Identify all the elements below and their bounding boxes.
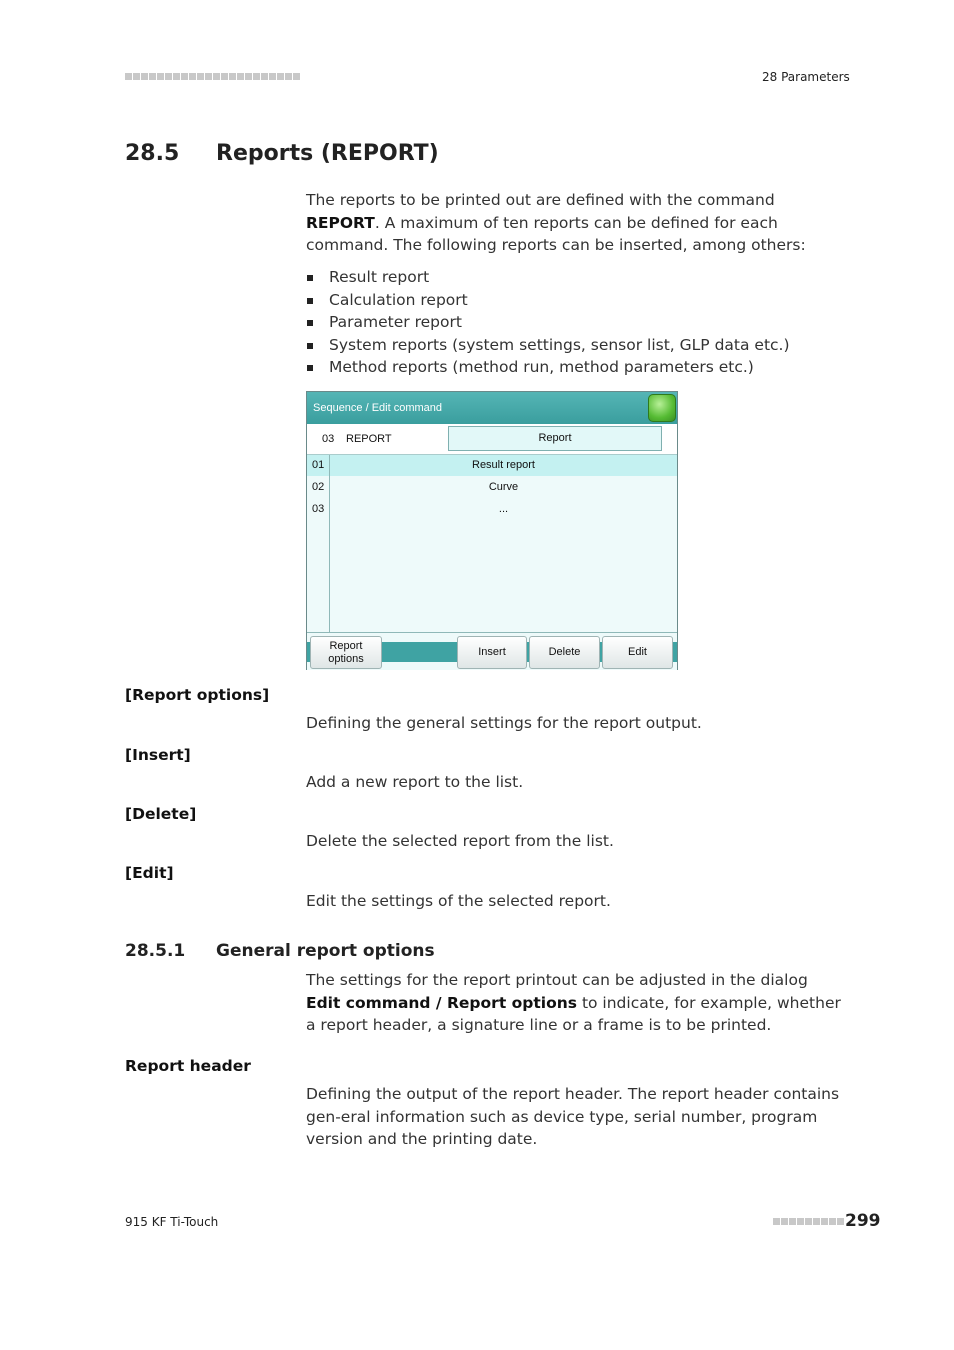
intro-text-1: The reports to be printed out are defined with the command (306, 191, 775, 209)
intro-paragraph (306, 189, 846, 257)
list-item: System reports (system settings, sensor list, GLP data etc.) (306, 334, 790, 357)
running-header-section: 28 Parameters (762, 70, 850, 84)
subsection-heading (125, 941, 435, 961)
delete-button[interactable]: Delete (529, 636, 600, 669)
list-item: Method reports (method run, method parameters etc.) (306, 356, 790, 379)
table-row[interactable] (307, 477, 677, 498)
section-heading (125, 141, 439, 166)
command-number: 03 (322, 433, 335, 445)
subsection-paragraph (306, 969, 846, 1037)
definition-term: [Delete] (125, 805, 197, 823)
row-index: 03 (312, 503, 325, 515)
device-screen (306, 391, 678, 670)
report-header-term: Report header (125, 1057, 251, 1075)
table-row[interactable] (307, 499, 677, 520)
screen-title: Sequence / Edit command (313, 402, 443, 414)
section-title: Reports (REPORT) (216, 141, 439, 166)
page-number: 299 (845, 1211, 881, 1231)
intro-command-name: REPORT (306, 213, 375, 232)
list-column-divider (329, 455, 330, 632)
row-label: ... (498, 503, 509, 515)
list-item: Parameter report (306, 311, 790, 334)
header-decoration (125, 73, 300, 80)
definition-term: [Edit] (125, 864, 174, 882)
subsection-text-2: to indicate, for example, whether a report header, a signature line or a frame is to be printed. (306, 993, 841, 1034)
definition-desc: Defining the general settings for the report output. (306, 714, 702, 732)
insert-button[interactable]: Insert (457, 636, 527, 669)
dialog-name: Edit command / Report options (306, 993, 578, 1012)
report-list (307, 455, 677, 632)
footer-decoration (773, 1218, 844, 1225)
command-name: REPORT (346, 433, 392, 445)
report-options-button[interactable] (310, 636, 382, 669)
subsection-title: General report options (216, 941, 435, 961)
report-types-list (306, 266, 790, 379)
row-index: 02 (312, 481, 325, 493)
edit-button[interactable]: Edit (602, 636, 673, 669)
report-header-desc: Defining the output of the report header. The report header contains gen-eral information such as device type, serial number, program version and the printing date. (306, 1085, 840, 1148)
definition-desc: Delete the selected report from the list. (306, 832, 614, 850)
button-bar (307, 632, 677, 670)
definition-desc: Add a new report to the list. (306, 773, 524, 791)
report-options-label-1: Report (329, 639, 363, 652)
subsection-number: 28.5.1 (125, 941, 186, 961)
intro-text-2: . A maximum of ten reports can be defined for each command. The following reports can be inserted, among others: (306, 213, 806, 254)
subsection-text-1: The settings for the report printout can be adjusted in the dialog (306, 971, 808, 989)
definition-term: [Insert] (125, 746, 191, 764)
report-options-label-2: options (328, 652, 364, 665)
definition-term: [Report options] (125, 686, 270, 704)
table-row[interactable] (307, 455, 677, 476)
definition-desc: Edit the settings of the selected report. (306, 892, 611, 910)
row-label: Curve (488, 481, 519, 493)
list-item: Calculation report (306, 289, 790, 312)
command-value-field[interactable]: Report (448, 426, 662, 451)
status-led-icon[interactable] (648, 394, 676, 422)
row-label: Result report (472, 459, 535, 471)
section-number: 28.5 (125, 141, 180, 166)
footer-product: 915 KF Ti-Touch (125, 1215, 219, 1229)
command-row (307, 424, 677, 455)
list-item: Result report (306, 266, 790, 289)
row-index: 01 (312, 459, 325, 471)
screen-title-bar (307, 392, 677, 424)
